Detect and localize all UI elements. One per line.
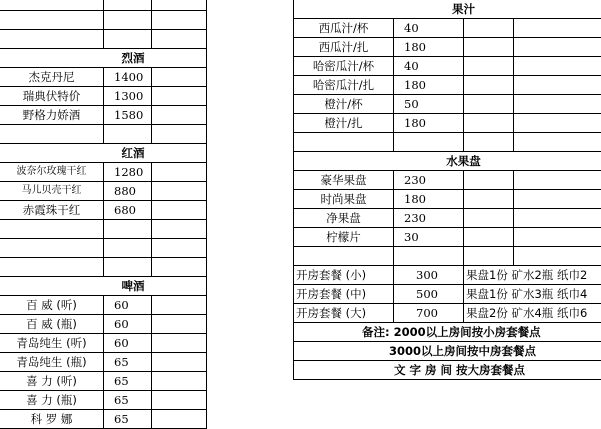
table-row: [0, 125, 207, 144]
note-row: [294, 323, 601, 342]
item-name: 西瓜汁/杯: [294, 19, 394, 38]
item-price: 60: [104, 315, 152, 334]
item-name: 喜 力 (瓶): [0, 391, 104, 410]
table-row: [0, 163, 207, 182]
table-row: [0, 372, 207, 391]
right-price-table: [293, 0, 601, 380]
item-name: 杰克丹尼: [0, 68, 104, 87]
item-price: 65: [104, 410, 152, 429]
red-wine-section-title: 红酒: [0, 144, 207, 163]
item-price: 180: [394, 114, 464, 133]
item-name: 柠檬片: [294, 228, 394, 247]
item-name: 百 威 (听): [0, 296, 104, 315]
liquor-header-row: [0, 49, 207, 68]
table-row: [0, 30, 207, 49]
table-row: [0, 68, 207, 87]
item-name: 哈密瓜汁/杯: [294, 57, 394, 76]
table-row: [294, 247, 601, 266]
item-name: 豪华果盘: [294, 171, 394, 190]
item-price: 180: [394, 190, 464, 209]
item-name: 橙汁/扎: [294, 114, 394, 133]
item-price: 40: [394, 19, 464, 38]
package-name: 开房套餐 (大): [294, 304, 394, 323]
item-price: 180: [394, 76, 464, 95]
table-row: [294, 57, 601, 76]
table-row: [294, 228, 601, 247]
fruit-section-title: 水果盘: [294, 152, 601, 171]
item-name: 西瓜汁/扎: [294, 38, 394, 57]
table-row: [294, 190, 601, 209]
item-price: 65: [104, 391, 152, 410]
item-price: 1280: [104, 163, 152, 182]
table-row: [0, 182, 207, 201]
juice-section-title: 果汁: [294, 0, 601, 19]
package-name: 开房套餐 (小): [294, 266, 394, 285]
table-row: [0, 0, 207, 11]
note-row: [294, 342, 601, 361]
note-text: 文 字 房 间 按大房套餐点: [294, 361, 601, 380]
item-price: 40: [394, 57, 464, 76]
table-row: [294, 114, 601, 133]
note-text: 备注: 2000以上房间按小房套餐点: [294, 323, 601, 342]
package-row: [294, 304, 601, 323]
table-row: [294, 19, 601, 38]
table-row: [0, 258, 207, 277]
beer-section-title: 啤酒: [0, 277, 207, 296]
item-name: 净果盘: [294, 209, 394, 228]
note-row: [294, 361, 601, 380]
red-wine-header-row: [0, 144, 207, 163]
item-price: 60: [104, 296, 152, 315]
item-price: 30: [394, 228, 464, 247]
item-name: 青岛纯生 (听): [0, 334, 104, 353]
item-name: 时尚果盘: [294, 190, 394, 209]
table-row: [0, 201, 207, 220]
package-name: 开房套餐 (中): [294, 285, 394, 304]
item-price: 50: [394, 95, 464, 114]
item-price: 1580: [104, 106, 152, 125]
package-desc: 果盘1份 矿水2瓶 纸巾2: [464, 266, 601, 285]
item-price: 180: [394, 38, 464, 57]
item-price: 65: [104, 353, 152, 372]
package-price: 300: [394, 266, 464, 285]
table-row: [0, 220, 207, 239]
item-name: 哈密瓜汁/扎: [294, 76, 394, 95]
note-text: 3000以上房间按中房套餐点: [294, 342, 601, 361]
fruit-header-row: [294, 152, 601, 171]
item-price: 230: [394, 171, 464, 190]
item-name: 青岛纯生 (瓶): [0, 353, 104, 372]
item-name: 波奈尔玫瑰干红: [0, 163, 104, 182]
table-row: [294, 38, 601, 57]
item-price: 65: [104, 372, 152, 391]
table-row: [0, 410, 207, 429]
item-name: 赤霞珠干红: [0, 201, 104, 220]
table-row: [0, 315, 207, 334]
item-price: 1300: [104, 87, 152, 106]
package-desc: 果盘2份 矿水4瓶 纸巾6: [464, 304, 601, 323]
table-row: [0, 106, 207, 125]
item-price: 1400: [104, 68, 152, 87]
table-row: [294, 133, 601, 152]
package-row: [294, 266, 601, 285]
table-row: [0, 87, 207, 106]
table-row: [294, 209, 601, 228]
table-row: [0, 296, 207, 315]
table-row: [0, 391, 207, 410]
table-row: [294, 171, 601, 190]
table-row: [0, 239, 207, 258]
beer-header-row: [0, 277, 207, 296]
table-row: [0, 11, 207, 30]
table-row: [294, 95, 601, 114]
item-price: 60: [104, 334, 152, 353]
liquor-section-title: 烈酒: [0, 49, 207, 68]
item-price: 230: [394, 209, 464, 228]
item-name: 马儿贝壳干红: [0, 182, 104, 201]
table-row: [0, 353, 207, 372]
item-name: 瑞典伏特价: [0, 87, 104, 106]
package-desc: 果盘1份 矿水3瓶 纸巾4: [464, 285, 601, 304]
item-price: 880: [104, 182, 152, 201]
item-name: 橙汁/杯: [294, 95, 394, 114]
package-row: [294, 285, 601, 304]
item-name: 野格力娇酒: [0, 106, 104, 125]
package-price: 700: [394, 304, 464, 323]
table-row: [0, 334, 207, 353]
item-name: 科 罗 娜: [0, 410, 104, 429]
left-price-table: [0, 0, 207, 429]
package-price: 500: [394, 285, 464, 304]
table-row: [294, 76, 601, 95]
juice-header-row: [294, 0, 601, 19]
item-name: 喜 力 (听): [0, 372, 104, 391]
item-name: 百 威 (瓶): [0, 315, 104, 334]
item-price: 680: [104, 201, 152, 220]
